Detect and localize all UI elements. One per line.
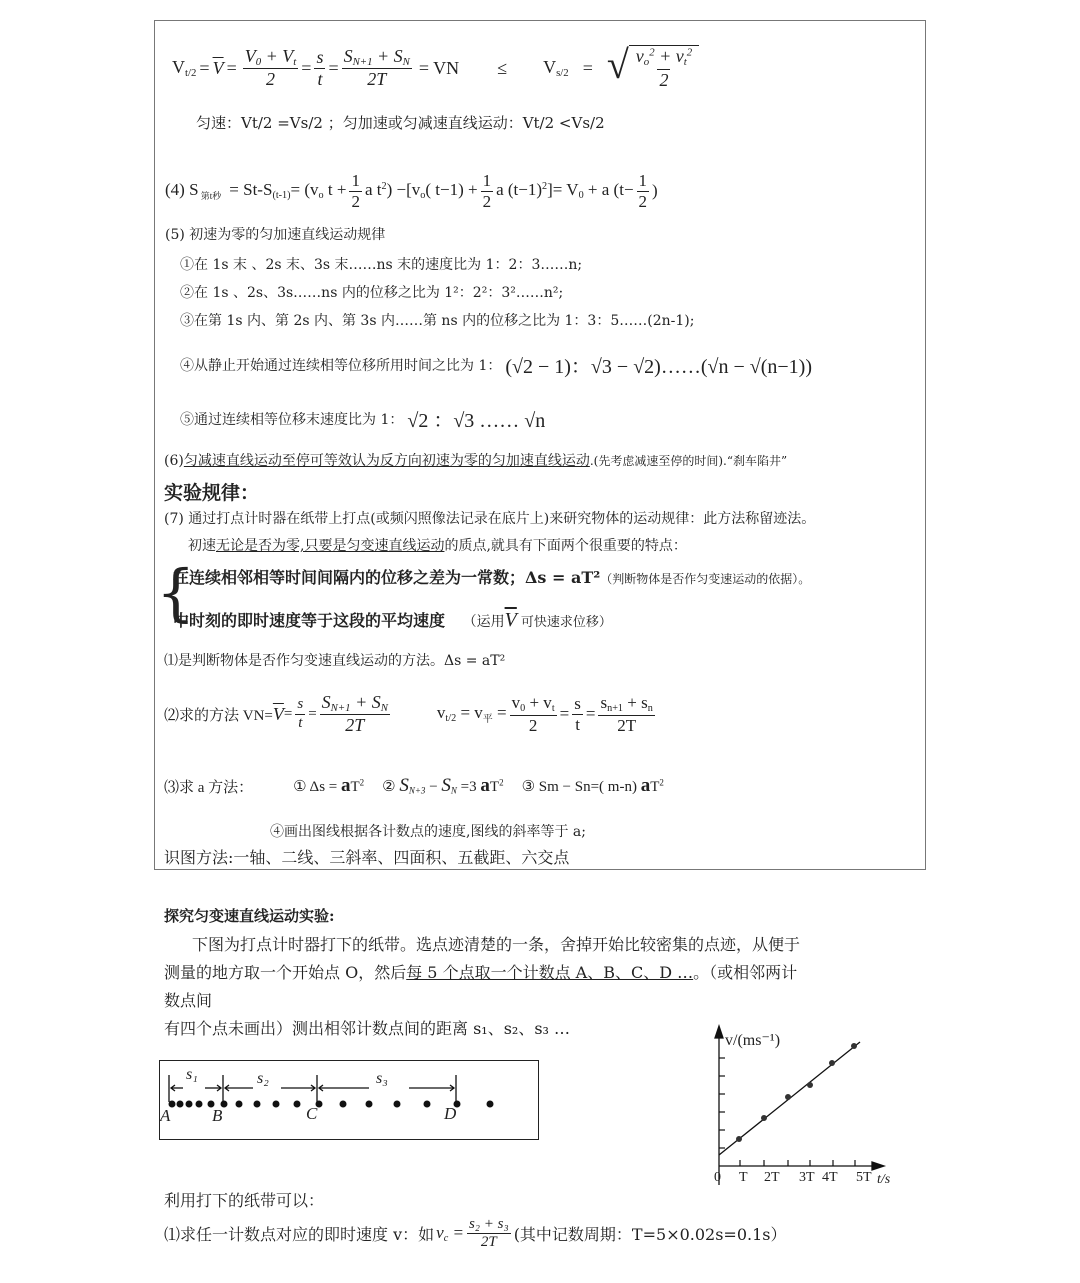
label-C: C <box>306 1104 318 1123</box>
label-D: D <box>444 1104 457 1123</box>
rule-item-5: ⑤通过连续相等位移末速度比为 1： √2 ：√3 …… √n <box>180 410 546 432</box>
label-A: A <box>160 1106 171 1125</box>
label-s1: s₁ <box>186 1066 198 1083</box>
brace-icon: { <box>156 556 196 629</box>
experiment-para-4: 有四个点未画出）测出相邻计数点间的距离 s₁、s₂、s₃ … <box>164 1019 571 1038</box>
rule-item-4: ④从静止开始通过连续相等位移所用时间之比为 1： (√2 − 1)：√3 − √2)……(√n − √(n−1)) <box>180 356 812 378</box>
use-title: 利用打下的纸带可以： <box>164 1191 325 1210</box>
formula-box <box>154 20 926 870</box>
chart-x-tick-T: T <box>739 1170 748 1185</box>
experiment-rules-title: 实验规律： <box>164 482 260 504</box>
chart-x-tick-2T: 2T <box>764 1170 780 1185</box>
section-6: (6)匀减速直线运动至停可等效认为反方向初速为零的匀加速直线运动.(先考虑减速至停的时间).“刹车陷井” <box>164 453 788 469</box>
rule-item-3: ③在第 1s 内、第 2s 内、第 3s 内……第 ns 内的位移之比为 1：3：5……(2n-1); <box>180 313 695 329</box>
feature-mid-time-velocity: 中时刻的即时速度等于这段的平均速度 （运用$\overline{V}$ 可快速求位移） <box>173 609 612 631</box>
uniform-comparison: 匀速：Vt/2 =Vs/2 ；匀加速或匀减速直线运动：Vt/2 <Vs/2 <box>196 114 605 132</box>
label-B: B <box>212 1106 223 1125</box>
chart-x-label: t/s <box>877 1172 891 1187</box>
rule-item-2: ②在 1s 、2s、3s……ns 内的位移之比为 1²：2²：3²……n²; <box>180 285 564 301</box>
equation-nth-second: (4) S $_{第t秒}$ = $St-S_{(t-1)}= (v_o$ t + $\frac{1}{2}$ a $t^2) -[v_o$( t−1) + $\frac{1}{2}$ a $(t-1)^2]= V_0 + a$ (t− $\frac{1}{2}$ ) <box>165 170 658 211</box>
rule-item-1: ①在 1s 末 、2s 末、3s 末……ns 末的速度比为 1：2：3……n; <box>180 257 583 273</box>
label-s2: s₂ <box>257 1070 269 1087</box>
ticker-tape-marks <box>159 1060 539 1140</box>
method-4: ④画出图线根据各计数点的速度,图线的斜率等于 a; <box>270 824 586 840</box>
chart-x-tick-4T: 4T <box>822 1170 838 1185</box>
chart-x-tick-3T: 3T <box>799 1170 815 1185</box>
feature-constant-difference: 在连续相邻相等时间间隔内的位移之差为一常数；Δs = aT²（判断物体是否作匀变速运动的依据）。 <box>173 568 811 587</box>
section-7-line1: (7) 通过打点计时器在纸带上打点(或频闪照像法记录在底片上)来研究物体的运动规律：此方法称留迹法。 <box>164 511 816 527</box>
chart-x-tick-5T: 5T <box>856 1170 872 1185</box>
use-item-1: ⑴求任一计数点对应的即时速度 v：如 $v_c$ = $\frac{\text{s₂ + s₃}}{2T}$ (其中记数周期：T=5×0.02s=0.1s） <box>164 1216 787 1251</box>
equation-mean-velocity: $V_{t/2}$ = $\overline{V}$ = $\frac{V_0 + V_t}{2}$ = $\frac{s}{t}$ = $\frac{S_{N+1} + S_N}{2T}$ = VN ≤ $V_{s/2}$ = √ $\frac{v_o^2 + v_t^2}{2}$ <box>172 38 699 98</box>
section-5-title: (5) 初速为零的匀加速直线运动规律 <box>165 227 386 243</box>
method-3: ⑶求 a 方法： ① $\Delta s = aT^2$ ② $S_{N+3} - S_N =3$ $aT^2$ ③ Sm − Sn=( m-n) $aT^2$ <box>164 775 664 796</box>
experiment-para-1: 下图为打点计时器打下的纸带。选点迹清楚的一条，舍掉开始比较密集的点迹，从便于 <box>192 935 801 954</box>
chart-y-label: v/(ms⁻¹) <box>725 1032 781 1049</box>
experiment-para-2: 测量的地方取一个开始点 O，然后每 5 个点取一个计数点 A、B、C、D …。（或相邻两计 <box>164 963 798 982</box>
experiment-para-3: 数点间 <box>164 991 213 1010</box>
experiment-title: 探究匀变速直线运动实验: <box>164 907 335 925</box>
method-2: ⑵求的方法 VN= $\overline{V}$ = $\frac{s}{t}$ = $\frac{S_{N+1} + S_N}{2T}$ $v_{t/2} = v_平$ = $\frac{v_0 + v_t}{2}$ = $\frac{s}{t}$ = $\frac{s_{n+1} + s_n}{2T}$ <box>164 691 653 736</box>
label-s3: s₃ <box>376 1070 388 1087</box>
section-7-line2: 初速无论是否为零,只要是匀变速直线运动的质点,就具有下面两个很重要的特点： <box>188 538 687 554</box>
chart-x-tick-0: 0 <box>714 1170 721 1185</box>
method-1: ⑴是判断物体是否作匀变速直线运动的方法。Δs = aT² <box>164 653 506 669</box>
graph-reading-method: 识图方法:一轴、二线、三斜率、四面积、五截距、六交点 <box>164 848 570 867</box>
